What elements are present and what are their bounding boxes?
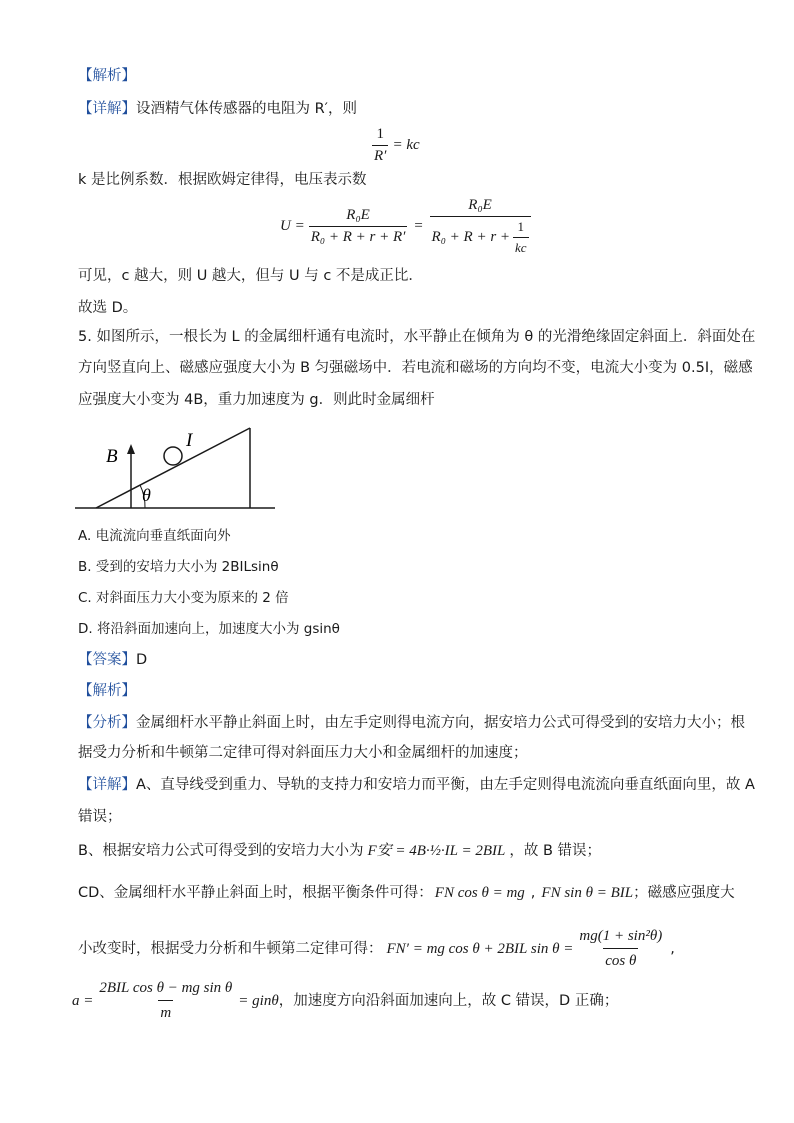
formula-den-2-text: R₀ + R + r +	[431, 229, 511, 245]
detail-text-2: A、直导线受到重力、导轨的支持力和安培力而平衡，由左手定则得电流流向垂直纸面向里，故 A	[136, 777, 755, 793]
formula-rhs: = kc	[392, 137, 420, 153]
detail-text: 设酒精气体传感器的电阻为 R′，则	[136, 101, 357, 117]
cd-suffix: ；磁感应强度大	[633, 885, 735, 901]
formula-u-lhs: U =	[280, 218, 305, 234]
incline-line	[96, 428, 250, 508]
conclusion-line: 可见，c 越大，则 U 越大，但与 U 与 c 不是成正比．	[78, 268, 423, 284]
detail-line-2	[78, 775, 755, 795]
acceleration-line	[72, 978, 618, 1023]
label-theta: θ	[142, 485, 151, 505]
question-line-2: 方向竖直向上、磁感应强度大小为 B 匀强磁场中．若电流和磁场的方向均不变，电流大小变为 0.5I，磁感	[78, 360, 753, 376]
detail-tag: 【详解】	[78, 101, 136, 117]
proportional-line: k 是比例系数．根据欧姆定律得，电压表示数	[78, 172, 367, 188]
detail-line	[78, 99, 357, 119]
choice-line: 故选 D。	[78, 300, 138, 316]
formula-voltage	[280, 197, 531, 256]
balance-eq-1: FN cos θ = mg	[434, 885, 525, 901]
question-line-3: 应强度大小变为 4B，重力加速度为 g．则此时金属细杆	[78, 392, 435, 408]
analysis-tag: 【分析】	[78, 715, 136, 731]
answer-tag: 【答案】	[78, 652, 136, 668]
b-explanation	[78, 841, 601, 861]
cd-prefix: CD、金属细杆水平静止斜面上时，根据平衡条件可得：	[78, 885, 433, 901]
incline-figure	[70, 418, 280, 518]
analysis-text-1: 金属细杆水平静止斜面上时，由左手定则得电流方向，据安培力公式可得受到的安培力大小；根	[136, 715, 745, 731]
formula-numerator: 1	[376, 126, 384, 142]
accel-suffix: ，加速度方向沿斜面加速向上，故 C 错误，D 正确；	[278, 992, 619, 1009]
answer-value: D	[136, 652, 148, 668]
analysis-line-1	[78, 713, 745, 733]
option-c: C. 对斜面压力大小变为原来的 2 倍	[78, 590, 289, 606]
formula-denominator: R′	[372, 145, 388, 165]
accel-rhs: = ginθ	[238, 992, 279, 1009]
formula-reciprocal	[372, 126, 420, 165]
normal-force-den: cos θ	[603, 948, 638, 971]
label-b: B	[106, 446, 118, 467]
cd-explanation: CD、金属细杆水平静止斜面上时，根据平衡条件可得： FN cos θ = mg , FN sin θ = BIL ；磁感应强度大	[78, 885, 735, 901]
option-d: D. 将沿斜面加速向上，加速度大小为 gsinθ	[78, 621, 340, 637]
b-prefix: B、根据安培力公式可得受到的安培力大小为	[78, 843, 364, 859]
formula-equals: =	[413, 218, 424, 234]
answer-line	[78, 650, 147, 670]
ampere-force-formula: F安 = 4B·½·IL = 2BIL	[367, 843, 506, 859]
option-a: A. 电流流向垂直纸面向外	[78, 528, 231, 544]
formula-num-1: R₀E	[346, 207, 370, 223]
accel-den: m	[158, 1000, 173, 1023]
normal-force-formula: FN′ = mg cos θ + 2BIL sin θ =	[386, 940, 574, 957]
accel-lhs: a =	[72, 992, 94, 1009]
analysis-heading: 【解析】	[78, 68, 136, 84]
question-line-1: 5. 如图所示，一根长为 L 的金属细杆通有电流时，水平静止在倾角为 θ 的光滑绝缘固定斜面上．斜面处在	[78, 329, 756, 345]
normal-force-line: 小改变时，根据受力分析和牛顿第二定律可得： FN′ = mg cos θ + 2BIL sin θ = $\frac{\text{mg(1 + sin²θ)}}{\text{cos θ}}$ ,	[78, 928, 675, 969]
analysis-heading-2: 【解析】	[78, 683, 136, 699]
detail-tag-2: 【详解】	[78, 777, 136, 793]
normal-force-prefix: 小改变时，根据受力分析和牛顿第二定律可得：	[78, 940, 383, 957]
normal-force-num: mg(1 + sin²θ)	[579, 928, 663, 944]
formula-num-2: R₀E	[468, 197, 492, 213]
detail-line-3: 错误；	[78, 809, 122, 825]
rod-cross-section	[164, 447, 182, 465]
analysis-line-2: 据受力分析和牛顿第二定律可得对斜面压力大小和金属细杆的加速度；	[78, 745, 528, 761]
accel-num: 2BIL cos θ − mg sin θ	[99, 980, 233, 996]
formula-den-1: R₀ + R + r + R′	[309, 226, 408, 246]
field-arrow-head	[127, 444, 135, 454]
label-i: I	[186, 430, 193, 451]
formula-den-2	[430, 216, 531, 256]
balance-eq-2: FN sin θ = BIL	[541, 885, 634, 901]
formula-inner-den: kc	[513, 237, 529, 256]
formula-inner-num: 1	[517, 219, 525, 234]
option-b: B. 受到的安培力大小为 2BILsinθ	[78, 559, 279, 575]
b-suffix: ，故 B 错误；	[509, 843, 602, 859]
